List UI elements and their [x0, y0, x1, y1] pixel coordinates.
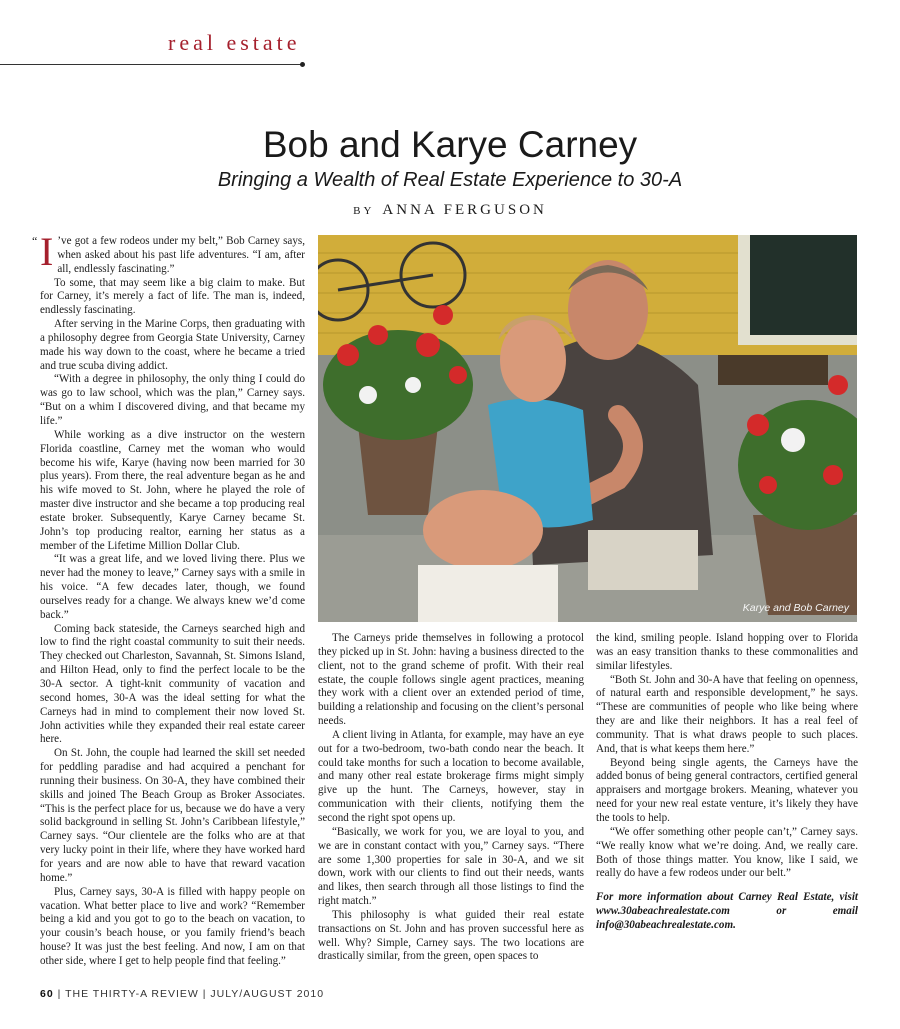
paragraph: This philosophy is what guided their real estate transactions on St. John and has proven successful here as well. Why? Simple, Carney says. The two locations are drastically similar, from the green, open spaces to [318, 908, 584, 963]
publication-name: THE THIRTY-A REVIEW [65, 988, 199, 1000]
paragraph: Beyond being single agents, the Carneys have the added bonus of being general contractors, certified general appraisers and mortgage brokers. Meaning, whatever you need for your new real estate venture, it’s likely they have the tools to help. [596, 756, 858, 824]
article-title: Bob and Karye Carney [262, 124, 638, 165]
footer-separator: | [202, 988, 207, 1000]
paragraph: the kind, smiling people. Island hopping over to Florida was an easy transition thanks to these commonalities and similar lifestyles. [596, 632, 858, 672]
byline-author: ANNA FERGUSON [382, 202, 547, 218]
issue-date: JULY/AUGUST 2010 [210, 988, 325, 1000]
paragraph: The Carneys pride themselves in following a protocol they picked up in St. John: having a business directed to the client, not to the grand scheme of profit. With their real estate, the couple follows single agent practices, meaning they work with a client over an extended period of time, building a relationship and focusing on the client’s personal needs. [318, 632, 584, 728]
byline-prefix: BY [353, 205, 375, 217]
paragraph: “We offer something other people can’t,” Carney says. “We really know what we’re doing. And, we really care. Both of those things matter. You know, like I said, we really do have a few rodeos under our belt.” [596, 825, 858, 880]
paragraph: “Both St. John and 30-A have that feeling on openness, of natural earth and responsible development,” he says. “These are communities of people who like being where they are and like their neighbors. It has a real feel of community. That is what draws people to such places. And, that is what keeps them here.” [596, 673, 858, 755]
page-number: 60 [40, 988, 54, 1000]
section-rule [0, 64, 302, 65]
footer-separator: | [57, 988, 62, 1000]
photo-doormat [718, 355, 828, 385]
paragraph: “With a degree in philosophy, the only thing I could do was go to law school, which was the plan,” Carney says. “But on a whim I discovered diving, and that became my life.” [40, 373, 305, 427]
photo-door [750, 235, 857, 335]
section-label: real estate [168, 30, 301, 55]
paragraph: “Basically, we work for you, we are loyal to you, and we are in constant contact with you,” Carney says. “There are some 1,300 properties for sale in 30-A, and we sit down, work with our clients to find out their needs, wants and likes, then search through all those listings to find the right match.” [318, 825, 584, 908]
paragraph-text: ’ve got a few rodeos under my belt,” Bob Carney says, when asked about his past life adventures. “I am, after all, endlessly fascinating.” [57, 235, 305, 275]
paragraph: After serving in the Marine Corps, then graduating with a philosophy degree from Georgia State University, Carney made his way down to the coast, where he became a tried and true scuba diving addict. [40, 318, 305, 372]
page-footer [40, 988, 324, 1000]
paragraph: Coming back stateside, the Carneys searched high and low to find the right coastal community to suit their needs. They checked out Charleston, Savannah, St. Simons Island, and Hilton Head, only to find the perfect locale to be the 30-A sector. A tight-knit community of vacation and second homes, 30-A was the ideal setting for what the Carneys had in mind to complement their now loved St. John activities while they expanded their real estate career here. [40, 622, 305, 746]
byline [0, 202, 900, 219]
contact-info: For more information about Carney Real Estate, visit www.30abeachrealestate.com or email info@30abeachrealestate.com. [596, 891, 858, 931]
paragraph: To some, that may seem like a big claim to make. But for Carney, it’s merely a fact of life. The man is, indeed, endlessly fascinating. [40, 276, 305, 317]
photo-right-planter [753, 515, 857, 615]
photo-illustration [318, 235, 857, 622]
article-column-1 [32, 229, 305, 969]
paragraph: A client living in Atlanta, for example, may have an eye out for a two-bedroom, two-bath condo near the beach. It could take months for such a location to become available, and many other real estate brokerage firms might simply give up the hunt. The Carneys, however, stay in communication with their clients, notifying them the second the right spot opens up. [318, 728, 584, 824]
section-rule-dot [300, 62, 305, 67]
paragraph: While working as a dive instructor on the western Florida coastline, Carney met the woman who would become his wife, Karye (having now been married for 30 plus years). From there, the real adventure began as he and his wife moved to St. John, where he played the role of master dive instructor and she became a top producing real estate broker. Subsequently, Karye Carney became St. John’s top producing realtor, earning her status as a member of the Lifetime Million Dollar Club. [40, 428, 305, 552]
paragraph: “It was a great life, and we loved living there. Plus we never had the money to leave,” Carney says with a smile in his voice. “A few decades later, though, we found ourselves ready for a change. We always knew we’d come back.” [40, 553, 305, 621]
photo-caption: Karye and Bob Carney [742, 602, 849, 614]
couple-photo [318, 235, 857, 622]
article-column-2 [318, 632, 584, 964]
paragraph: On St. John, the couple had learned the skill set needed for peddling paradise and had acquired a penchant for running their business. On 30-A, they have combined their skills and joined The Beach Group as Broker Associates. “This is the perfect place for us, because we do have a very solid background in selling St. John’s Caribbean lifestyle,” Carney says. “Our clientele are the folks who are at that very lucky point in their life, where they have worked hard for years and are now able to have that reward vacation home.” [40, 747, 305, 884]
drop-cap: I [40, 229, 54, 274]
paragraph: Plus, Carney says, 30-A is filled with happy people on vacation. What better place to live and work? “Remember being a kid and you got to go to the beach on vacation, to your cousin’s beach house, or you family friend’s beach house? It was just the best feeling. And now, I am on that other side, where I get to help people find that feeling.” [40, 885, 305, 967]
opening-quote-mark: “ [32, 234, 38, 248]
article-column-3 [596, 632, 858, 933]
paragraph [32, 229, 305, 277]
article-subtitle: Bringing a Wealth of Real Estate Experience to 30-A [217, 169, 683, 191]
